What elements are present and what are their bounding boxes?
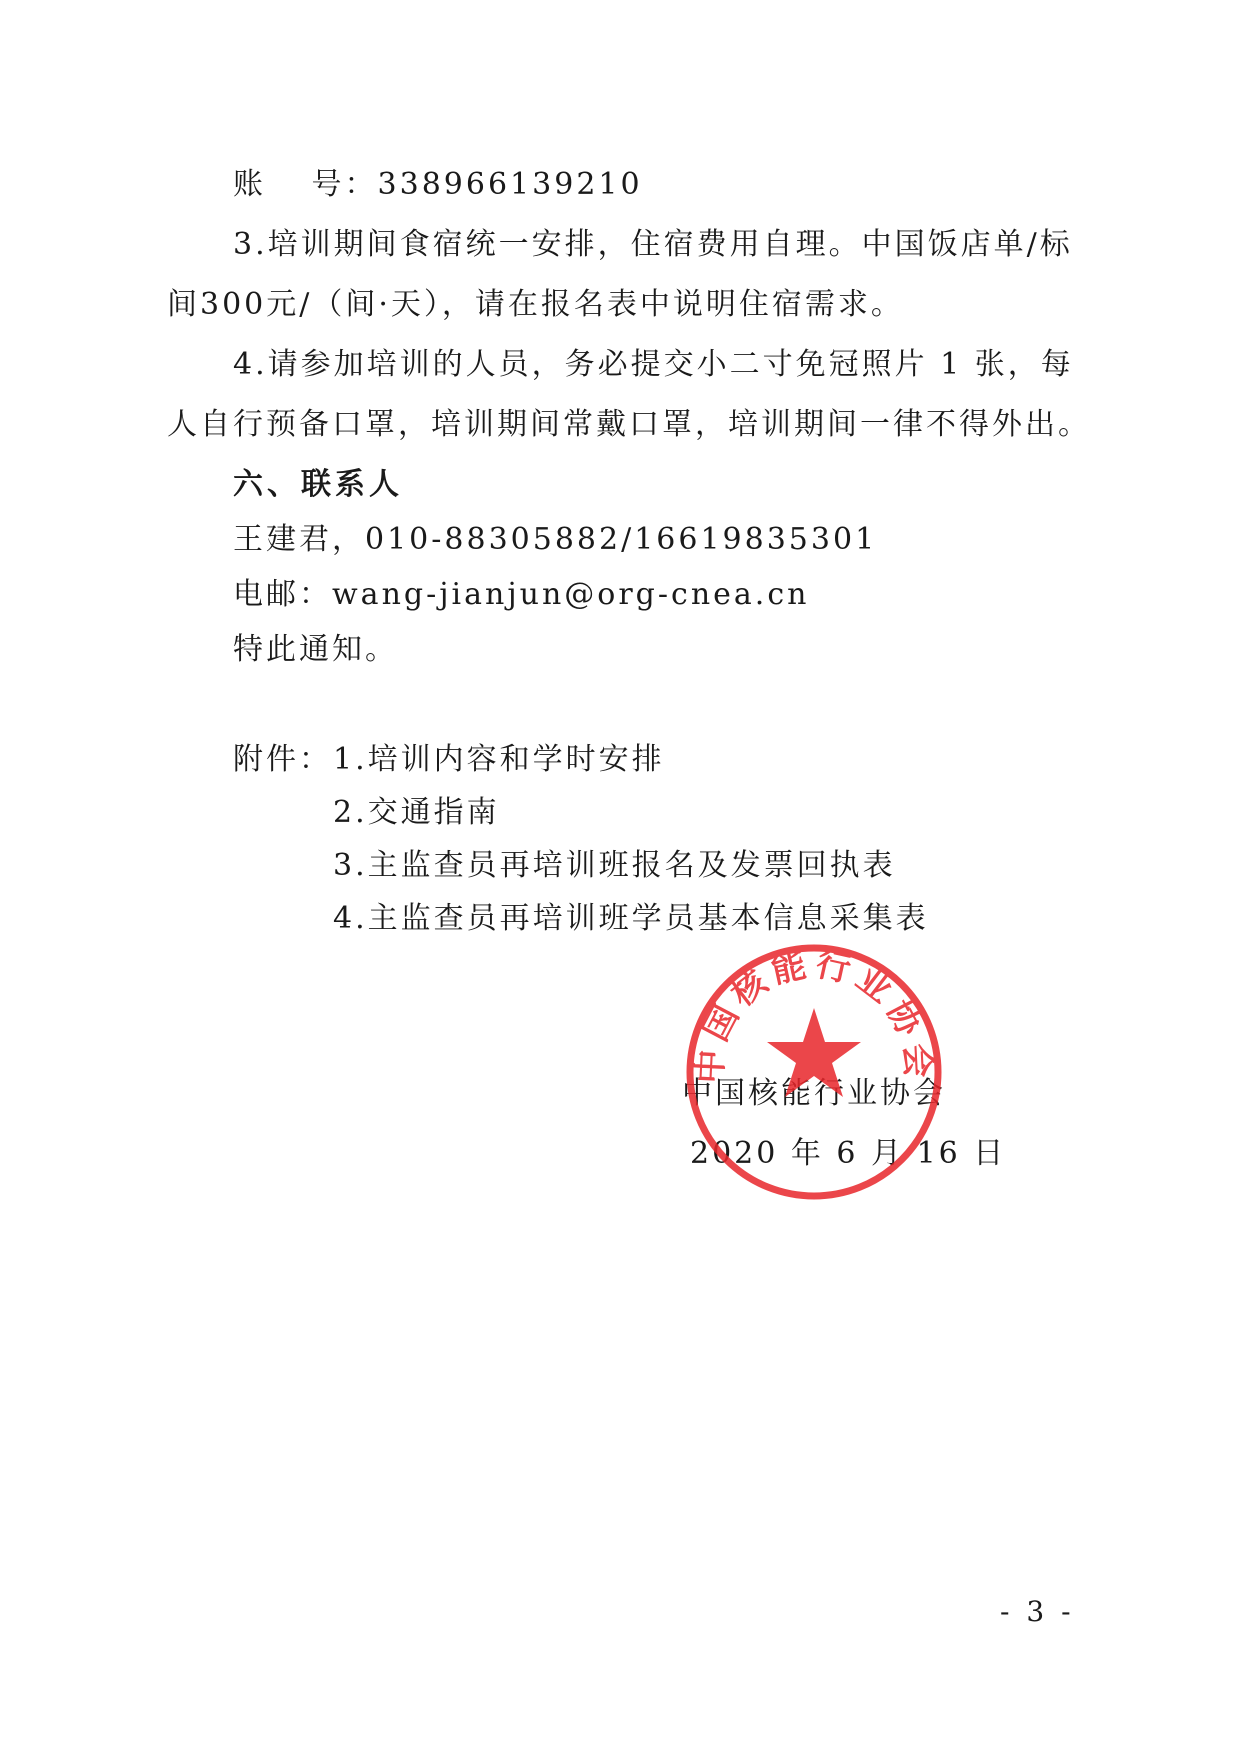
seal-star-icon	[767, 1008, 861, 1097]
item-3-line-2: 间300元/（间·天），请在报名表中说明住宿需求。	[167, 287, 904, 322]
contact-phone-line: 王建君，010-88305882/16619835301	[233, 522, 878, 557]
signoff-organization: 中国核能行业协会	[682, 1076, 946, 1111]
item-4-line-2: 人自行预备口罩，培训期间常戴口罩，培训期间一律不得外出。	[167, 407, 1091, 442]
account-number-line: 账 号：338966139210	[233, 167, 643, 202]
attachment-item: 4.主监查员再培训班学员基本信息采集表	[333, 901, 929, 936]
attachments-label: 附件：	[233, 742, 332, 777]
item-3-line-1: 3.培训期间食宿统一安排，住宿费用自理。中国饭店单/标	[233, 227, 1073, 262]
section-6-heading: 六、联系人	[233, 467, 403, 502]
seal-ring-text: 中国核能行业协会	[690, 944, 938, 1085]
official-seal-icon	[680, 938, 948, 1206]
attachment-item: 3.主监查员再培训班报名及发票回执表	[333, 848, 896, 883]
signoff-date: 2020 年 6 月 16 日	[690, 1136, 1007, 1171]
closing-line: 特此通知。	[233, 632, 398, 667]
contact-email-line: 电邮：wang-jianjun@org-cnea.cn	[233, 577, 810, 612]
item-4-line-1: 4.请参加培训的人员，务必提交小二寸免冠照片 1 张，每	[233, 347, 1074, 382]
page-number: - 3 -	[1000, 1595, 1075, 1628]
attachment-item: 2.交通指南	[333, 795, 500, 830]
attachment-item: 1.培训内容和学时安排	[333, 742, 665, 777]
